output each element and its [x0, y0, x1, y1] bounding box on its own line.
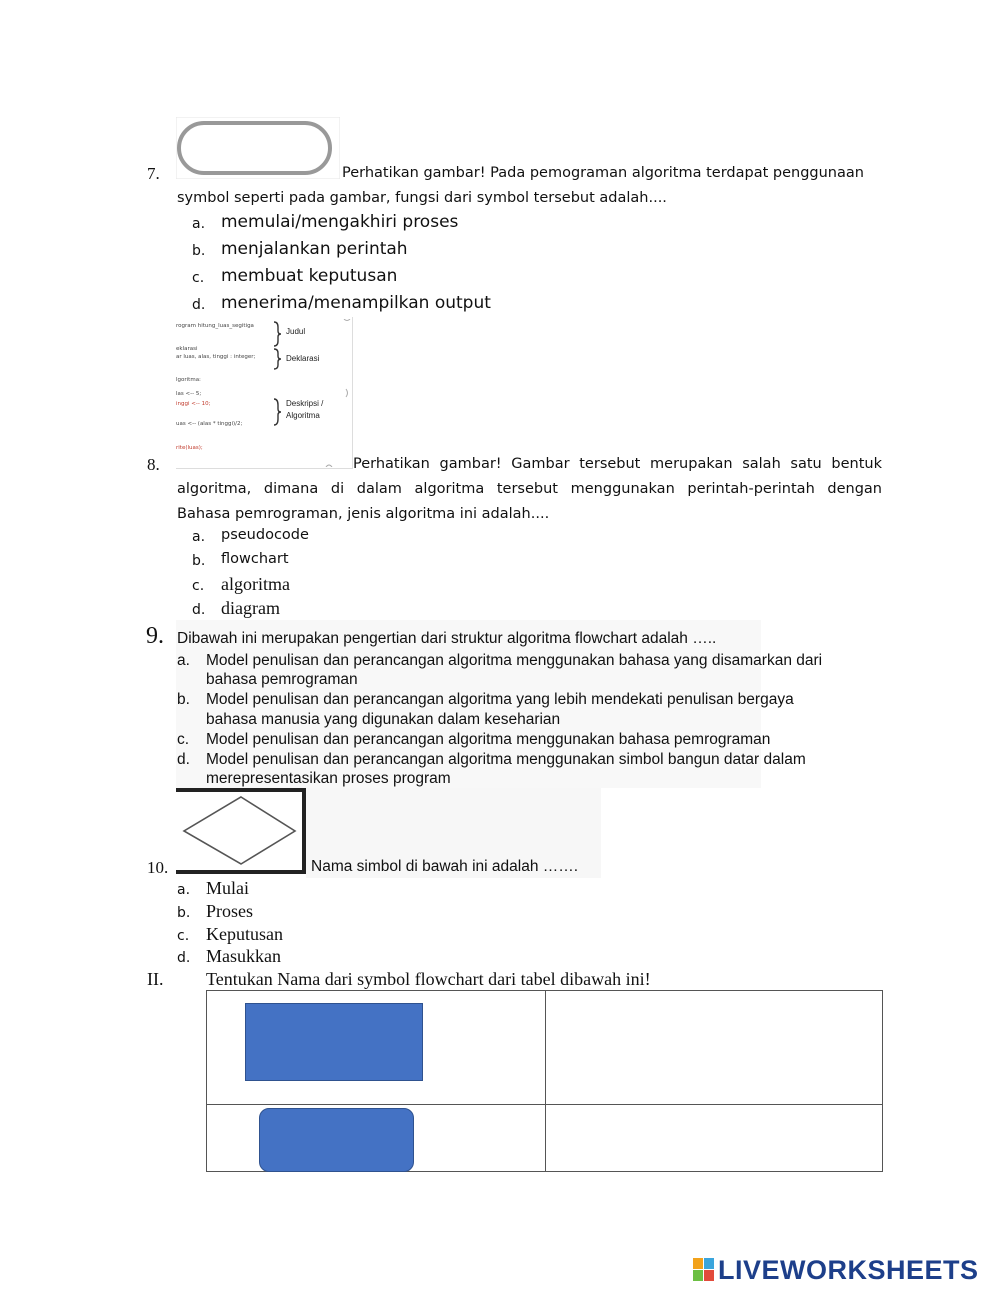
q10-option-b-letter: b.: [177, 905, 191, 921]
q9-number: 9.: [146, 623, 164, 649]
liveworksheets-logo: [693, 1256, 979, 1284]
section2-instruction: Tentukan Nama dari symbol flowchart dari tabel dibawah ini!: [206, 969, 651, 989]
q9-option-d-line1[interactable]: Model penulisan dan perancangan algoritma menggunakan simbol bangun datar dalam: [206, 751, 806, 768]
q10-option-b[interactable]: Proses: [206, 901, 254, 921]
code-line-4: lgoritma:: [176, 377, 201, 383]
q10-decision-image: [176, 788, 306, 874]
q8-option-a[interactable]: pseudocode: [221, 527, 309, 543]
q9-option-a-letter: a.: [177, 652, 190, 669]
symbol-table: [206, 990, 883, 1172]
q8-text-line1: Perhatikan gambar! Gambar tersebut merupakan salah satu bentuk: [353, 456, 882, 472]
label-deskripsi: Deskripsi /: [286, 399, 324, 408]
q10-text: Nama simbol di bawah ini adalah …….: [311, 858, 579, 875]
rounded-rectangle-shape: [259, 1108, 414, 1172]
q10-option-d-letter: d.: [177, 950, 191, 966]
q9-option-b-letter: b.: [177, 691, 190, 708]
q10-option-c[interactable]: Keputusan: [206, 924, 283, 944]
answer-cell-1[interactable]: [546, 991, 883, 1105]
q9-option-c-line1[interactable]: Model penulisan dan perancangan algoritma menggunakan bahasa pemrograman: [206, 731, 771, 748]
label-algoritma: Algoritma: [286, 411, 320, 420]
q7-option-c-letter: c.: [192, 270, 205, 286]
answer-cell-2[interactable]: [546, 1105, 883, 1172]
q9-option-d-line2[interactable]: merepresentasikan proses program: [206, 770, 451, 787]
code-line-8: rite(luas);: [176, 445, 203, 451]
q8-text-line2: algoritma, dimana di dalam algoritma tersebut menggunakan perintah-perintah dengan: [177, 481, 882, 497]
label-deklarasi: Deklarasi: [286, 354, 320, 363]
q8-option-c-letter: c.: [192, 578, 205, 594]
q10-option-a-letter: a.: [177, 882, 191, 898]
brace-annotations-icon: [272, 319, 352, 467]
q7-option-b-letter: b.: [192, 243, 206, 259]
code-line-6: inggi <-- 10;: [176, 401, 211, 407]
code-line-3: ar luas, alas, tinggi : integer;: [176, 354, 256, 360]
q8-option-b[interactable]: flowchart: [221, 551, 289, 567]
q7-text-line2: symbol seperti pada gambar, fungsi dari symbol tersebut adalah....: [177, 190, 667, 206]
code-line-2: eklarasi: [176, 346, 198, 352]
q10-option-c-letter: c.: [177, 928, 190, 944]
liveworksheets-logo-icon: [693, 1258, 715, 1282]
q8-option-a-letter: a.: [192, 529, 206, 545]
code-line-7: uas <-- (alas * tinggi)/2;: [176, 421, 243, 427]
q8-number: 8.: [147, 455, 160, 474]
terminator-symbol-icon: [176, 117, 340, 179]
q9-option-d-letter: d.: [177, 751, 190, 768]
code-line-1: rogram hitung_luas_segitiga: [176, 323, 254, 329]
q9-option-a-line2[interactable]: bahasa pemrograman: [206, 671, 358, 688]
q7-number: 7.: [147, 164, 160, 183]
q7-option-a-letter: a.: [192, 216, 206, 232]
section2-number: II.: [147, 969, 164, 989]
decision-symbol-icon: [176, 788, 306, 874]
q7-option-c[interactable]: membuat keputusan: [221, 266, 398, 286]
q10-option-a[interactable]: Mulai: [206, 878, 249, 898]
q7-terminator-image: [176, 117, 340, 179]
q9-text: Dibawah ini merupakan pengertian dari struktur algoritma flowchart adalah …..: [177, 630, 717, 647]
q9-option-a-line1[interactable]: Model penulisan dan perancangan algoritma menggunakan bahasa yang disamarkan dari: [206, 652, 823, 669]
label-judul: Judul: [286, 327, 306, 336]
q9-option-b-line2[interactable]: bahasa manusia yang digunakan dalam keseharian: [206, 711, 561, 728]
q9-option-c-letter: c.: [177, 731, 190, 748]
q7-option-d-letter: d.: [192, 297, 206, 313]
q7-text-line1: Perhatikan gambar! Pada pemograman algoritma terdapat penggunaan: [342, 165, 864, 181]
symbol-cell-2: [207, 1105, 546, 1172]
q7-option-b[interactable]: menjalankan perintah: [221, 239, 408, 259]
brand-name: LIVEWORKSHEETS: [718, 1254, 979, 1285]
q7-option-a[interactable]: memulai/mengakhiri proses: [221, 212, 459, 232]
process-rectangle-shape: [245, 1003, 423, 1081]
q8-text-line3: Bahasa pemrograman, jenis algoritma ini adalah....: [177, 506, 550, 522]
q8-option-d-letter: d.: [192, 602, 206, 618]
symbol-cell-1: [207, 991, 546, 1105]
q10-number: 10.: [147, 858, 169, 877]
q7-option-d[interactable]: menerima/menampilkan output: [221, 293, 491, 313]
code-line-5: las <-- 5;: [176, 391, 202, 397]
q8-option-b-letter: b.: [192, 553, 206, 569]
q8-option-d[interactable]: diagram: [221, 598, 280, 618]
q8-option-c[interactable]: algoritma: [221, 574, 290, 594]
q9-option-b-line1[interactable]: Model penulisan dan perancangan algoritma yang lebih mendekati penulisan bergaya: [206, 691, 794, 708]
q10-option-d[interactable]: Masukkan: [206, 946, 281, 966]
q8-pseudocode-image: [176, 317, 353, 469]
